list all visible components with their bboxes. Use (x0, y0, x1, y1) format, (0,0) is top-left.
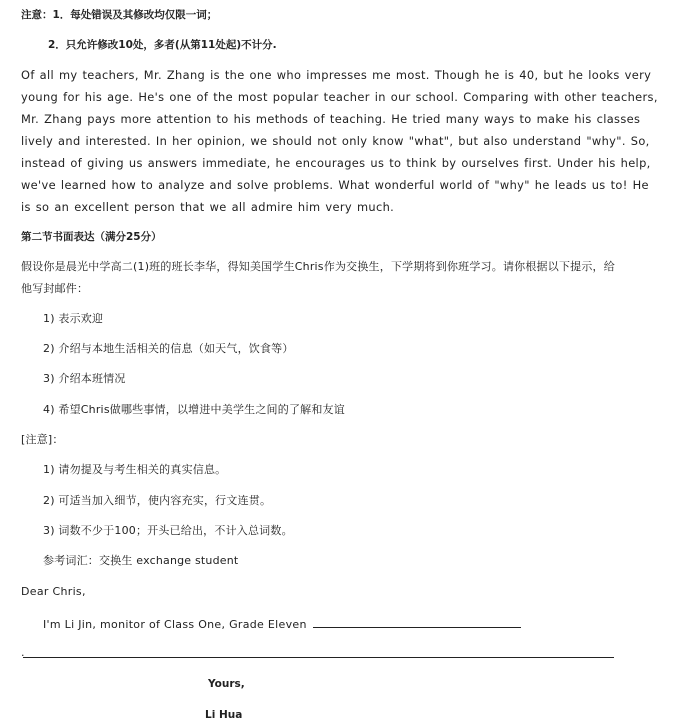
prompt-point: 1) 表示欢迎 (43, 312, 104, 325)
passage-line: young for his age. He's one of the most popular teacher in our school. Comparing with other teachers, (21, 90, 658, 104)
attention-item: 2) 可适当加入细节，使内容充实，行文连贯。 (43, 494, 272, 507)
attention-label: [注意]： (21, 433, 64, 446)
passage-line: is so an excellent person that we all admire him very much. (21, 200, 395, 214)
letter-greeting: Dear Chris, (21, 585, 86, 598)
prompt-point: 3) 介绍本班情况 (43, 372, 126, 385)
prompt-point: 2) 介绍与本地生活相关的信息（如天气，饮食等） (43, 342, 294, 355)
note-line-2: 2．只允许修改10处，多者(从第11处起)不计分. (48, 39, 277, 51)
note-line-1: 注意：1．每处错误及其修改均仅限一词； (21, 9, 218, 21)
prompt-line-2: 他写封邮件： (21, 282, 89, 295)
attention-item: 1) 请勿提及与考生相关的真实信息。 (43, 463, 227, 476)
letter-closing: Yours, (208, 678, 245, 690)
passage-line: instead of giving us answers immediate, he encourages us to think by ourselves first. Under his help, (21, 156, 651, 170)
passage-line: Mr. Zhang pays more attention to his methods of teaching. He tried many ways to make his classes (21, 112, 641, 126)
letter-signature: Li Hua (205, 709, 243, 721)
writing-blank (313, 615, 521, 628)
letter-opening: I'm Li Jin, monitor of Class One, Grade Eleven (43, 618, 307, 631)
writing-line (23, 657, 614, 658)
passage-line: Of all my teachers, Mr. Zhang is the one who impresses me most. Though he is 40, but he looks very (21, 68, 652, 82)
error-correction-passage (21, 64, 658, 218)
reference-vocabulary: 参考词汇：交换生 exchange student (43, 554, 239, 567)
section-heading: 第二节书面表达（满分25分） (21, 231, 162, 243)
prompt-point: 4) 希望Chris做哪些事情，以增进中美学生之间的了解和友谊 (43, 403, 345, 416)
letter-dot: . (21, 646, 25, 659)
prompt-line-1: 假设你是晨光中学高二(1)班的班长李华，得知美国学生Chris作为交换生，下学期将到你班学习。请你根据以下提示，给 (21, 260, 615, 273)
passage-line: we've learned how to analyze and solve problems. What wonderful world of "why" he leads us to! He (21, 178, 649, 192)
passage-line: lively and interested. In her opinion, we should not only know "what", but also understand "why". So, (21, 134, 650, 148)
letter-opening-row (43, 615, 521, 632)
attention-item: 3) 词数不少于100；开头已给出，不计入总词数。 (43, 524, 293, 537)
